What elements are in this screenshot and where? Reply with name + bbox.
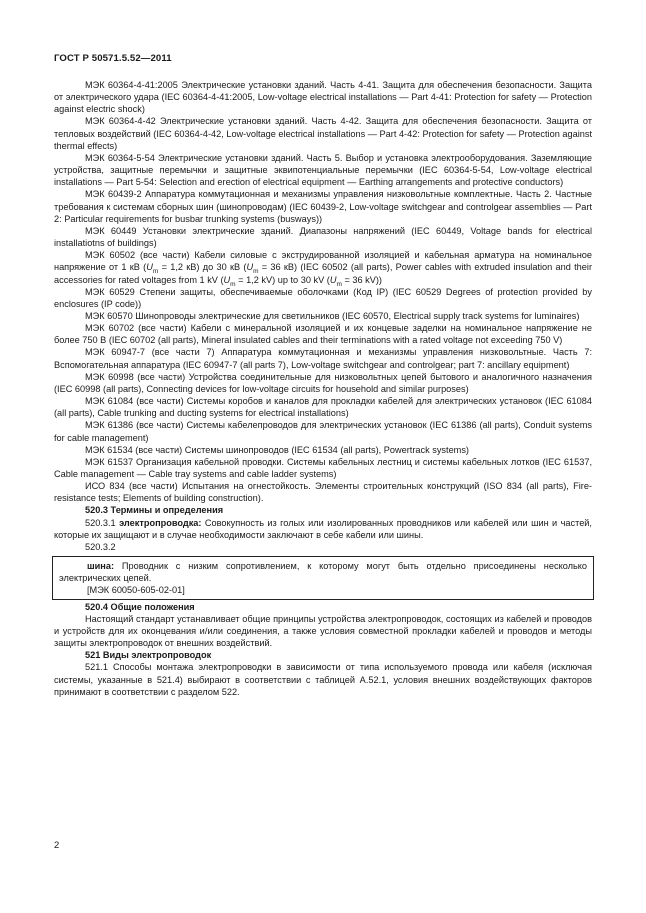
document-body <box>54 79 592 698</box>
definition-text: шина: Проводник с низким сопротивлением, к которому могут быть отдельно присоединены несколько электрических цепей. <box>59 561 587 584</box>
section-heading-521: 521 Виды электропроводок <box>85 650 212 661</box>
section-text-521-1: 521.1 Способы монтажа электропроводки в зависимости от типа используемого провода или кабеля (исключая системы, указанные в 521.4) выбирают в соответствии с таблицей А.52.1, условия внешних воздействующих факторов принимают в соответствии с разделом 522. <box>54 662 592 697</box>
reference-entry: МЭК 60529 Степени защиты, обеспечиваемые оболочками (Код IP) (IEC 60529 Degrees of protection provided by enclosures (IP code)) <box>54 286 592 309</box>
definition-reference: [МЭК 60050-605-02-01] <box>87 585 185 596</box>
reference-entry: МЭК 60364-4-41:2005 Электрические установки зданий. Часть 4-41. Защита для обеспечения безопасности. Защита от электрического удара (IEC 60364-4-41:2005, Low-voltage electrical installations — Part 4-41: Protection for safety — Protection against electric shock) <box>54 80 592 115</box>
reference-entry: ИСО 834 (все части) Испытания на огнестойкость. Элементы строительных конструкций (ISO 834 (all parts), Fire-resistance tests; Elements of building construction). <box>54 481 592 504</box>
section-heading-520-3: 520.3 Термины и определения <box>85 505 224 516</box>
definition-520-3-1: 520.3.1 электропроводка: Совокупность из голых или изолированных проводников или кабелей или шин и частей, которые их защищают и в случае необходимости заключают в себе кабели или шины. <box>54 517 592 540</box>
document-code: ГОСТ Р 50571.5.52—2011 <box>54 53 172 64</box>
reference-entry: МЭК 61084 (все части) Системы коробов и каналов для прокладки кабелей для электрических установок (IEC 61084 (all parts), Cable trunking and ducting systems for electrical installations) <box>54 396 592 419</box>
reference-entry: МЭК 60998 (все части) Устройства соединительные для низковольтных цепей бытового и аналогичного назначения (IEC 60998 (all parts), Connecting devices for low-voltage circuits for household and similar purposes) <box>54 371 592 394</box>
section-heading-520-4: 520.4 Общие положения <box>85 601 195 612</box>
reference-entry: МЭК 60702 (все части) Кабели с минеральной изоляцией и их концевые заделки на номинальное напряжение не более 750 В (IEC 60702 (all parts), Mineral insulated cables and their terminations with a rated voltage not exceeding 750 V) <box>54 323 592 346</box>
page-number: 2 <box>54 839 60 850</box>
reference-entry: МЭК 60947-7 (все части 7) Аппаратура коммутационная и механизмы управления низковольтные. Часть 7: Вспомогательная аппаратура (IEC 60947-7 (all parts 7), Low-voltage switchgear and controlgear; part 7: ancillary equipment) <box>54 347 592 370</box>
reference-entry: МЭК 60364-5-54 Электрические установки зданий. Часть 5. Выбор и установка электрооборудования. Заземляющие устройства, защитные перемычки и защитные эквипотенциальные перемычки (IEC 60364-5-54, Low-voltage electrical installations — Part 5-54: Selection and erection of electrical equipment — Earthing arrangements and protective conductors) <box>54 152 592 188</box>
definition-box <box>52 556 594 599</box>
reference-entry: МЭК 61534 (все части) Системы шинопроводов (IEC 61534 (all parts), Powertrack systems) <box>85 444 469 455</box>
reference-entry: МЭК 60364-4-42 Электрические установки зданий. Часть 4-42. Защита для обеспечения безопасности. Защита от тепловых воздействий (IEC 60364-4-42, Low-voltage electrical installations — Part 4-42: Protection for safety — Protection against thermal effects) <box>54 116 592 151</box>
section-text-520-4: Настоящий стандарт устанавливает общие принципы устройства электропроводок, состоящих из кабелей и проводов и устройств для их оконцевания и/или соединения, а также условия совместной прокладки кабелей и проводов и методы защиты электропроводок от внешних воздействий. <box>54 613 592 649</box>
clause-520-3-2: 520.3.2 <box>85 541 116 552</box>
reference-entry: МЭК 61386 (все части) Системы кабелепроводов для электрических установок (IEC 61386 (all parts), Conduit systems for cable management) <box>54 420 592 443</box>
reference-entry: МЭК 60439-2 Аппаратура коммутационная и механизмы управления низковольтные комплектные. Часть 2. Частные требования к системам сборных шин (шинопроводам) (IEC 60439-2, Low-voltage switchgear and controlgear assemblies — Part 2: Particular requirements for busbar trunking systems (busways)) <box>54 189 592 224</box>
reference-entry-60502: МЭК 60502 (все части) Кабели силовые с экструдированной изоляцией и кабельная арматура на номинальное напряжение от 1 кВ ($U_m = 1,2$ кВ) до 30 кВ ($U_m = 36$ кВ) (IEC 60502 (all parts), Power cables with extruded insulation and their accessories for rated voltages from 1 kV ($U_m = 1,2$ kV) up to 30 kV ($U_m = 36$ kV)) <box>54 250 593 288</box>
reference-entry: МЭК 61537 Организация кабельной проводки. Системы кабельных лестниц и системы кабельных лотков (IEC 61537, Cable management — Cable tray systems and cable ladder systems) <box>54 456 592 479</box>
reference-entry: МЭК 60570 Шинопроводы электрические для светильников (IEC 60570, Electrical supply track systems for luminaires) <box>85 310 580 321</box>
reference-entry: МЭК 60449 Установки электрические зданий. Диапазоны напряжений (IEC 60449, Voltage bands for electrical installatiotns of buildings) <box>54 225 592 249</box>
